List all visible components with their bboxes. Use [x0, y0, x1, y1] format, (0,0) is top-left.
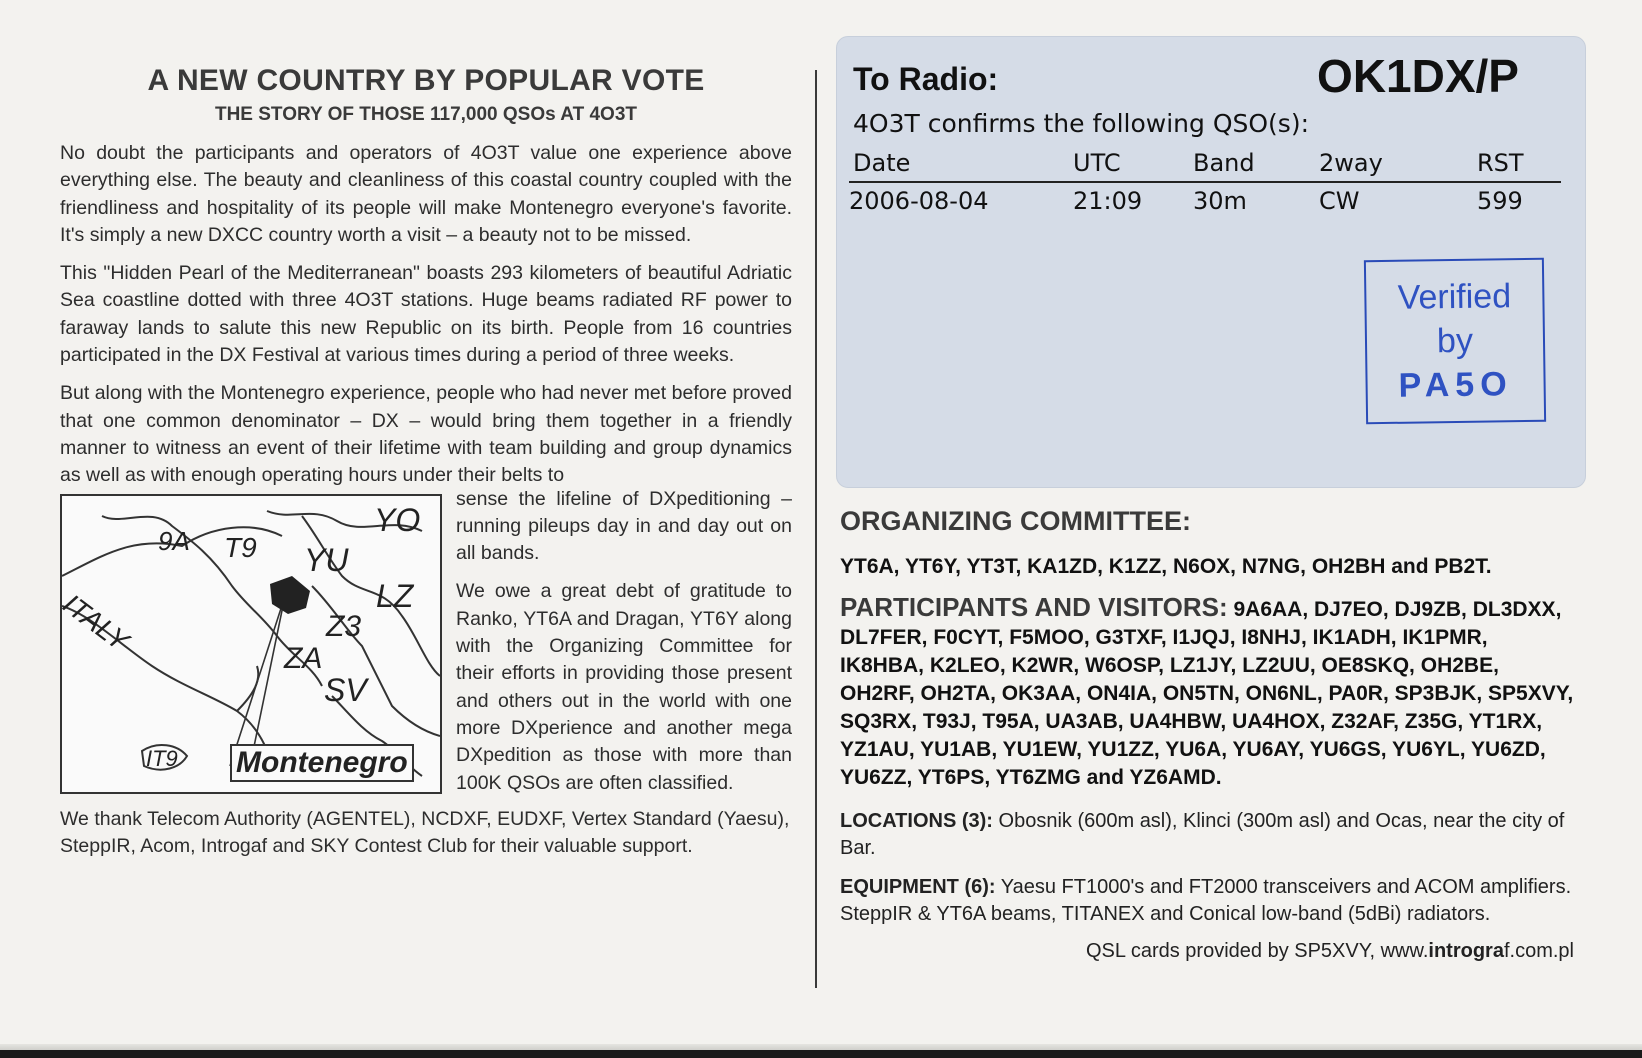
callsign: OK1DX/P	[1317, 50, 1519, 102]
story-title: A NEW COUNTRY BY POPULAR VOTE	[147, 64, 705, 97]
locations-heading: LOCATIONS (3):	[840, 810, 993, 832]
map-label-sv: SV	[324, 671, 367, 708]
col-rst: RST	[1477, 149, 1524, 177]
qso-table-header	[849, 145, 1561, 183]
col-band: Band	[1193, 149, 1255, 177]
confirm-line: 4O3T confirms the following QSO(s):	[853, 109, 1309, 138]
map-label-t9: T9	[224, 531, 257, 563]
committee-section	[840, 506, 1576, 963]
col-utc: UTC	[1073, 149, 1121, 177]
equipment-text: Yaesu FT1000's and FT2000 transceivers and ACOM amplifiers. SteppIR & YT6A beams, TITANEX and Conical low-band (5dBi) radiators.	[840, 876, 1572, 925]
participants-list: 9A6AA, DJ7EO, DJ9ZB, DL3DXX, DL7FER, F0CYT, F5MOO, G3TXF, I1JQJ, I8NHJ, IK1ADH, IK1PMR, IK8HBA, K2LEO, K2WR, W6OSP, LZ1JY, LZ2UU, OE8SKQ, OH2BE, OH2RF, OH2TA, OK3AA, ON4IA, ON5TN, ON6NL, PA0R, SP3BJK, SP5XVY, SQ3RX, T93J, T95A, UA3AB, UA4HBW, UA4HOX, Z32AF, Z35G, YT1RX, YZ1AU, YU1AB, YU1EW, YU1ZZ, YU6A, YU6AY, YU6GS, YU6YL, YU6ZD, YU6ZZ, YT6PS, YT6ZMG and YZ6AMD.	[840, 598, 1574, 789]
story-paragraph-3: But along with the Montenegro experience, people who had never met before proved that one common denominator – DX – would bring them together in a friendly manner to witness an event of their lifetime with team building and group dynamics as well as with enough operating hours under their belts to	[60, 382, 792, 487]
map-label-za: ZA	[284, 641, 323, 675]
locations-text: Obosnik (600m asl), Klinci (300m asl) and Ocas, near the city of Bar.	[840, 810, 1565, 859]
qso-row	[849, 183, 1561, 219]
map-row	[57, 487, 792, 802]
story-subtitle: THE STORY OF THOSE 117,000 QSOs AT 4O3T	[214, 104, 637, 125]
map-label-z3: Z3	[326, 609, 362, 643]
to-radio-heading: To Radio:	[853, 61, 999, 97]
qso-band: 30m	[1193, 187, 1247, 215]
qsl-label	[836, 36, 1586, 488]
column-divider	[815, 70, 817, 988]
map-label-montenegro: Montenegro	[230, 744, 414, 782]
story-paragraph-1: No doubt the participants and operators of 4O3T value one experience above everything else. The beauty and cleanliness of this coastal country coupled with the friendliness and hospitality of its people will make Montenegro everyone's favorite. It's simply a new DXCC country worth a visit – a beauty not to be missed.	[60, 142, 792, 246]
organizing-committee-list: YT6A, YT6Y, YT3T, KA1ZD, K1ZZ, N6OX, N7NG, OH2BH and PB2T.	[840, 555, 1492, 578]
qso-table	[849, 145, 1561, 219]
stamp-line-2: by	[1436, 321, 1474, 361]
participants-heading: PARTICIPANTS AND VISITORS:	[840, 592, 1228, 622]
stamp-line-1: Verified	[1397, 277, 1512, 317]
montenegro-map	[57, 494, 442, 794]
credit-brand: introgra	[1428, 940, 1504, 962]
qso-utc: 21:09	[1073, 187, 1143, 215]
thanks-text: We thank Telecom Authority (AGENTEL), NCDXF, EUDXF, Vertex Standard (Yaesu), SteppIR, Acom, Introgaf and SKY Contest Club for their valuable support.	[60, 807, 790, 857]
story-column	[57, 64, 792, 860]
verified-stamp	[1364, 258, 1546, 424]
story-paragraph-2: This "Hidden Pearl of the Mediterranean" boasts 293 kilometers of beautiful Adriatic Sea coastline dotted with three 4O3T stations. Huge beams radiated RF power to faraway lands to salute this new Republic on its birth. People from 16 countries participated in the DX Festival at various times during a period of three weeks.	[60, 262, 792, 367]
map-label-it9: IT9	[146, 745, 178, 771]
map-label-lz: LZ	[376, 577, 414, 614]
col-date: Date	[853, 149, 911, 177]
organizing-committee-heading: ORGANIZING COMMITTEE:	[840, 506, 1191, 536]
map-label-yo: YO	[374, 501, 421, 538]
equipment-block	[840, 874, 1576, 928]
participants-block	[840, 593, 1576, 792]
story-paragraph-3-continued: sense the lifeline of DXpeditioning – running pileups day in and day out on all bands.	[456, 487, 792, 565]
qso-date: 2006-08-04	[849, 187, 989, 215]
map-side-text	[456, 486, 792, 808]
map-label-italy: ITALY	[57, 587, 135, 657]
map-label-yu: YU	[304, 541, 349, 578]
qso-mode: CW	[1319, 187, 1360, 215]
credit-suffix: f.com.pl	[1503, 940, 1574, 962]
stamp-line-3: PA5O	[1398, 365, 1513, 405]
equipment-heading: EQUIPMENT (6):	[840, 876, 996, 898]
story-paragraph-4: We owe a great debt of gratitude to Ranko, YT6A and Dragan, YT6Y along with the Organizing Committee for their efforts in providing those present and others out in the world with one more DXperience and another mega DXpedition as those with more than 100K QSOs are often classified.	[456, 580, 792, 794]
qso-rst: 599	[1477, 187, 1523, 215]
locations-block	[840, 808, 1576, 862]
map-label-9a: 9A	[158, 525, 190, 556]
credit-prefix: QSL cards provided by SP5XVY, www.	[1086, 940, 1429, 962]
col-2way: 2way	[1319, 149, 1383, 177]
credit-line	[840, 940, 1574, 963]
